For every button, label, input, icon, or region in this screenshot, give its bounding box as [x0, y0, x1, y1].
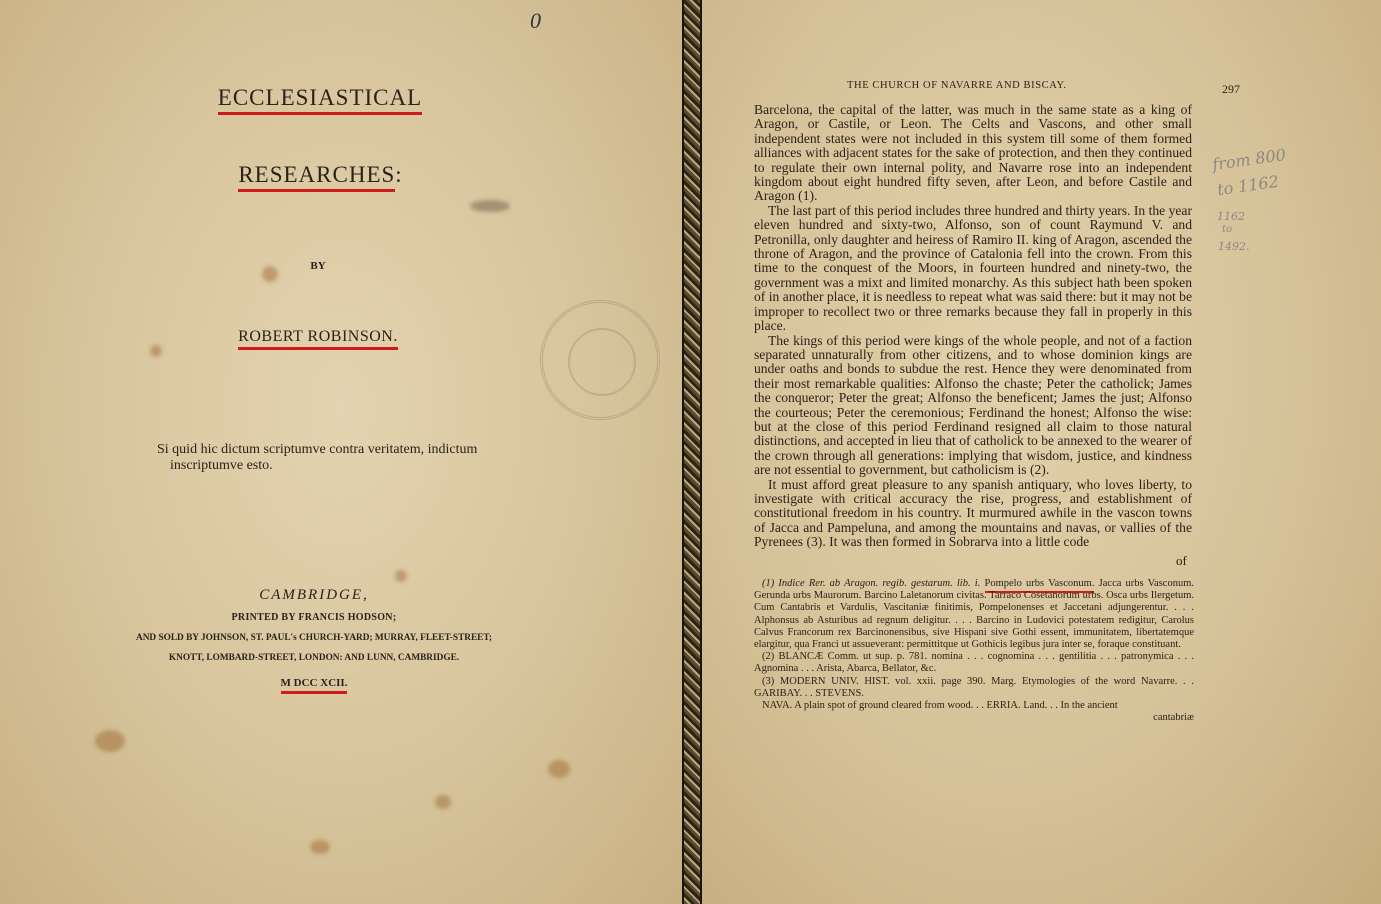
- paragraph: The kings of this period were kings of the whole people, and not of a faction separated unnaturally from other citizens, and to whose dominion kings are under oaths and bonds to subdue the rest. Hence they were denominated from their most remarkable qualities: Alfonso the chaste; Peter the catholick; James the conqueror; Peter the great; Alfonso the beneficent; James the just; Alfonso the courteous; Peter the ceremonious; Ferdinand the honest; Alfonso the wise: but at the close of this period Ferdinand resigned all claim to those natural distinctions, and accepted in lieu that of catholick to be annexed to the wearer of the crown through all generations: implying that wisdom, justice, and kindness are not essential to government, but catholicism is (2).: [754, 332, 1192, 478]
- imprint-printer: PRINTED BY FRANCIS HODSON;: [231, 612, 397, 623]
- footnote-4: NAVA. A plain spot of ground cleared from wood. . . ERRIA. Land. . . In the ancient: [762, 700, 1118, 712]
- footnote-catchword: cantabriæ: [1153, 712, 1194, 724]
- footnote-2: (2) BLANCÆ Comm. ut sup. p. 781. nomina . . . cognomina . . . gentilitia . . . patronymica . . . Agnomina . . . Arista, Abarca, Bellator, &c.: [754, 651, 1194, 675]
- margin-note-pencil-3: 1492.: [1218, 240, 1250, 253]
- footnotes: [754, 578, 1194, 724]
- book-binding-gutter: [682, 0, 702, 904]
- page-number: 297: [1222, 82, 1240, 96]
- imprint-date-line: [0, 673, 628, 691]
- title-ecclesiastical: ECCLESIASTICAL: [218, 85, 422, 115]
- pencil-corner-mark: 0: [530, 8, 541, 33]
- title-page: [0, 0, 682, 904]
- title-line-2: [0, 162, 640, 188]
- foxing-spot: [470, 200, 510, 212]
- footnote-1-underlined: Pompelo urbs Vasconum.: [985, 578, 1095, 593]
- paragraph: Barcelona, the capital of the latter, was much in the same state as a king of Aragon, or Castile, or Leon. The Celts and Vascons, and other small independent states were not included in this system till some of them formed alliances with adjacent states for the sake of protection, and then they continued to regulate their own internal polity, and Navarre rose into an independent kingdom about eight hundred fifty seven, after Leon, and before Castile and Aragon (1).: [754, 102, 1192, 204]
- footnote-1: [754, 578, 1194, 651]
- imprint-sold-line-2: KNOTT, LOMBARD-STREET, LONDON: AND LUNN, CAMBRIDGE.: [168, 653, 460, 663]
- imprint-place: CAMBRIDGE,: [259, 587, 369, 603]
- text-page: [702, 0, 1381, 904]
- foxing-spot: [548, 760, 570, 778]
- foxing-spot: [395, 570, 407, 582]
- author-line: [0, 328, 636, 346]
- paragraph: It must afford great pleasure to any spanish antiquary, who loves liberty, to investigate with critical accuracy the rise, progress, and establishment of constitutional freedom in his country. It murmured awhile in the vascon towns of Jacca and Pampeluna, and among the mountains and navas, or vallies of the Pyrenees (3). It was then formed in Sobrarva into a little code: [754, 476, 1192, 550]
- foxing-spot: [150, 345, 162, 357]
- paragraph: The last part of this period includes three hundred and thirty years. In the year eleven hundred and sixty-two, Alfonso, son of count Raymund V. and Petronilla, only daughter and heiress of Ramiro II. king of Aragon, ascended the throne of Aragon, and the province of Catalonia fell into the crown. From this time to the conquest of the Moors, in fourteen hundred and ninety-two, the government was a mixt and limited monarchy. As this subject hath been spoken of in another place, it is needless to repeat what was said there: but it may not be improper to recollect two or three remarks because they fall in properly in this place.: [754, 202, 1192, 334]
- footnote-1-citation: (1) Indice Rer. ab Aragon. regib. gestarum. lib. i.: [762, 578, 981, 589]
- title-researches: RESEARCHES: [238, 162, 395, 192]
- footnote-1-text: Jacca urbs Vasconum. Gerunda urbs Maurorum. Barcino Laletanorum civitas. Tarraco Cosetanorum urbs. Osca urbs Ilergetum. Cum Cantabris et Vardulis, Vascitaniæ finitimis, Pompelonenses et Jaccetani adjungerentur. . . . Alphonsus ab Asturibus ad regnum deligitur. . . . Barcino in Ludovici potestatem redigitur, Carolus Calvus Francorum rex Barcinonensibus, sive Hispani sive Gothi essent, immunitatem, libertatemque elargitur, qua Franci ut assueverant: permittitque ut Gothicis legibus jura inter se, foraque constituant.: [754, 578, 1195, 651]
- author-name: ROBERT ROBINSON.: [238, 328, 398, 350]
- epigraph-line-1: Si quid hic dictum scriptumve contra veritatem, indictum: [157, 442, 478, 457]
- margin-note-ink-1: from 800: [1211, 144, 1287, 175]
- catchword: of: [1176, 553, 1187, 568]
- main-text: [754, 103, 1192, 550]
- margin-note-pencil-1: 1162: [1217, 210, 1245, 223]
- footnote-3: (3) MODERN UNIV. HIST. vol. xxii. page 390. Marg. Etymologies of the word Navarre. . . GARIBAY. . . STEVENS.: [754, 675, 1194, 699]
- foxing-spot: [95, 730, 125, 752]
- by-line: BY: [310, 260, 326, 272]
- imprint-sold-line-1: AND SOLD BY JOHNSON, ST. PAUL's CHURCH-YARD; MURRAY, FLEET-STREET;: [135, 633, 492, 643]
- foxing-spot: [310, 840, 330, 854]
- title-line-1: [0, 85, 640, 111]
- foxing-spot: [435, 795, 451, 809]
- epigraph-line-2: inscriptumve esto.: [170, 458, 273, 473]
- margin-note-pencil-2: to: [1222, 224, 1233, 235]
- title-colon: :: [395, 162, 402, 187]
- imprint-year: M DCC XCII.: [281, 677, 348, 694]
- library-blind-stamp: [540, 300, 660, 420]
- margin-note-ink-2: to 1162: [1215, 171, 1280, 200]
- running-head: THE CHURCH OF NAVARRE AND BISCAY.: [847, 80, 1067, 91]
